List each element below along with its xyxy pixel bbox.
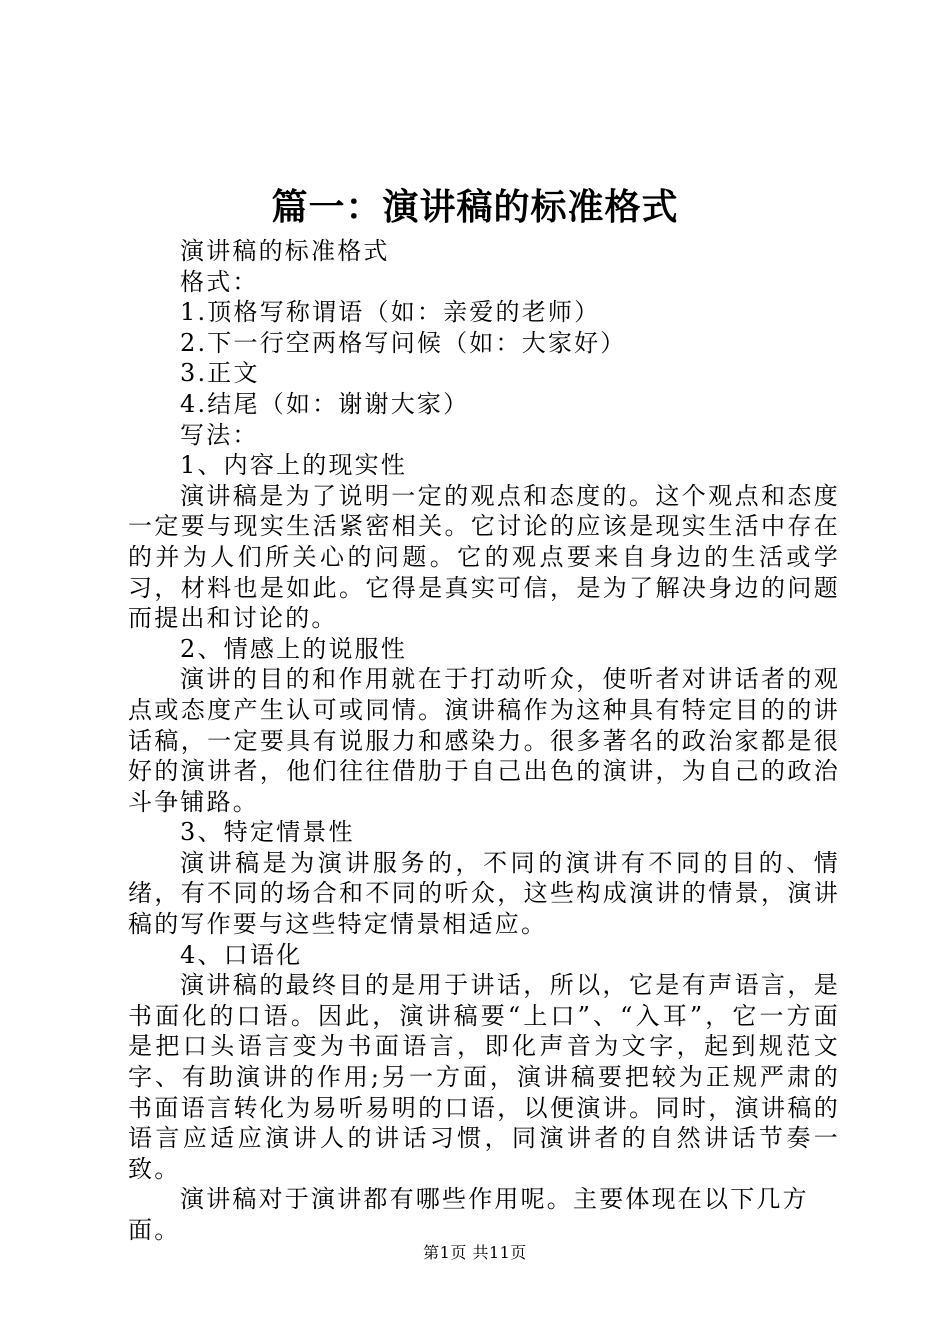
paragraph-format-item-2: 2.下一行空两格写问候（如：大家好） xyxy=(180,328,627,357)
paragraph-format-item-3: 3.正文 xyxy=(180,359,260,388)
paragraph-format-heading: 格式： xyxy=(180,267,259,296)
closing-paragraph: 演讲稿对于演讲都有哪些作用呢。主要体现在以下几方面。 xyxy=(128,1185,809,1244)
section-heading-2: 2、情感上的说服性 xyxy=(180,634,408,663)
section-heading-4: 4、口语化 xyxy=(180,940,303,969)
page-footer: 第1页 共11页 xyxy=(423,1243,527,1262)
document-body xyxy=(128,236,840,1246)
paragraph-writing-heading: 写法： xyxy=(180,420,259,449)
section-body-2: 演讲的目的和作用就在于打动听众，使听者对讲话者的观点或态度产生认可或同情。演讲稿作为这种具有特定目的的讲话稿，一定要具有说服力和感染力。很多著名的政治家都是很好的演讲者，他们往往借肋于自己出色的演讲，为自己的政治斗争铺路。 xyxy=(128,665,840,816)
document-title: 篇一：演讲稿的标准格式 xyxy=(271,186,679,228)
section-body-3: 演讲稿是为演讲服务的，不同的演讲有不同的目的、情绪，有不同的场合和不同的听众，这些构成演讲的情景，演讲稿的写作要与这些特定情景相适应。 xyxy=(128,848,840,939)
section-heading-3: 3、特定情景性 xyxy=(180,818,355,847)
paragraph-subtitle: 演讲稿的标准格式 xyxy=(180,237,390,265)
section-body-1: 演讲稿是为了说明一定的观点和态度的。这个观点和态度一定要与现实生活紧密相关。它讨论的应该是现实生活中存在的并为人们所关心的问题。它的观点要来自身边的生活或学习，材料也是如此。它得是真实可信，是为了解决身边的问题而提出和讨论的。 xyxy=(128,481,840,633)
section-body-4: 演讲稿的最终目的是用于讲话，所以，它是有声语言，是书面化的口语。因此，演讲稿要“上口”、“入耳”，它一方面是把口头语言变为书面语言，即化声音为文字，起到规范文字、有助演讲的作用;另一方面，演讲稿要把较为正规严肃的书面语言转化为易听易明的口语，以便演讲。同时，演讲稿的语言应适应演讲人的讲话习惯，同演讲者的自然讲话节奏一致。 xyxy=(128,971,840,1183)
paragraph-format-item-1: 1.顶格写称谓语（如：亲爱的老师） xyxy=(180,298,601,327)
section-heading-1: 1、内容上的现实性 xyxy=(180,451,408,480)
paragraph-format-item-4: 4.结尾（如：谢谢大家） xyxy=(180,389,470,418)
